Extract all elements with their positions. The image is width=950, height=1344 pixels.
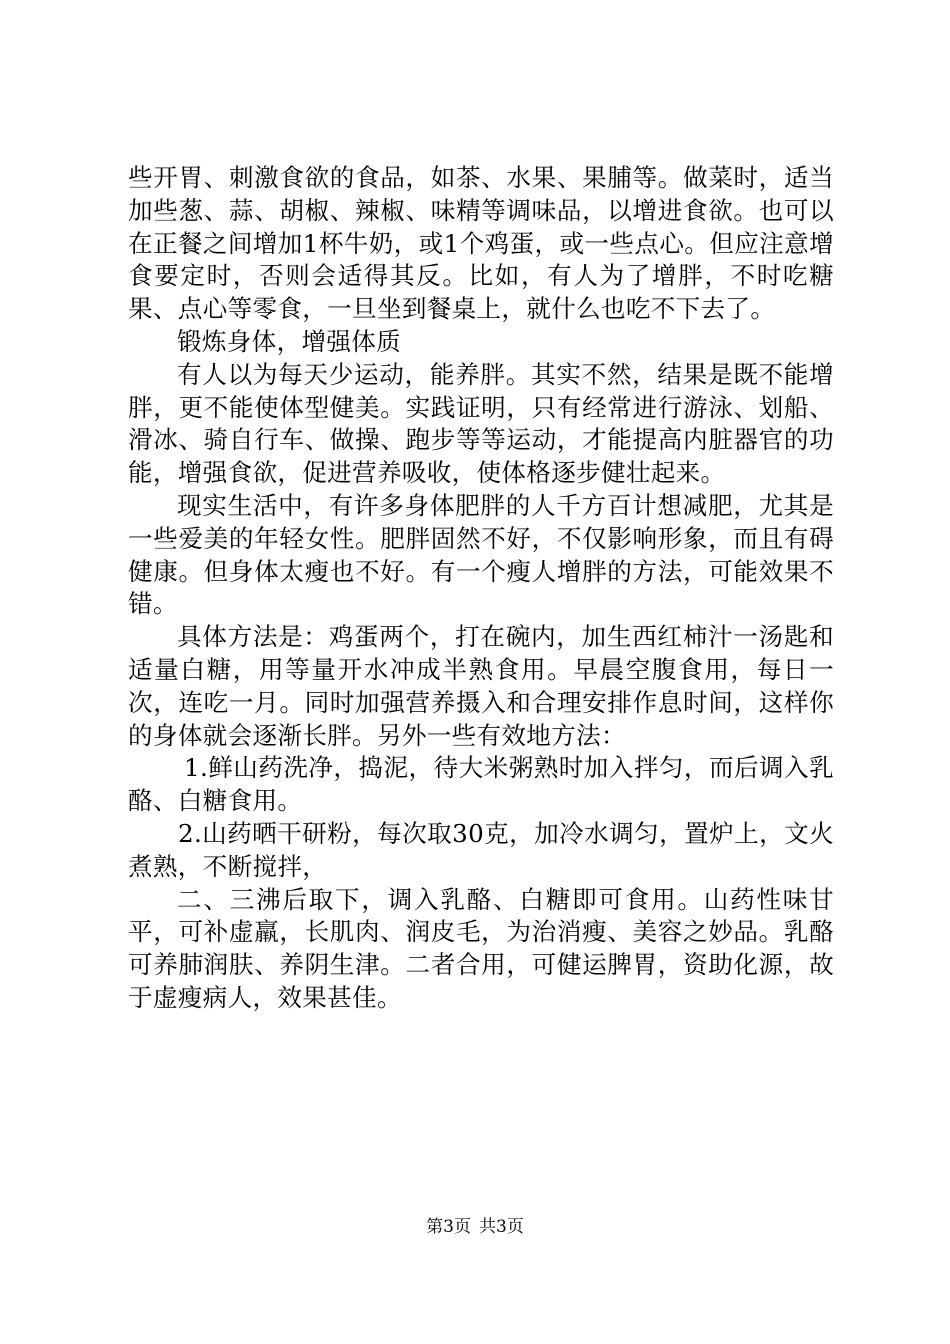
paragraph-reality: 现实生活中，有许多身体肥胖的人千方百计想减肥，尤其是一些爱美的年轻女性。肥胖固然不好，不仅影响形象，而且有碍健康。但身体太瘦也不好。有一个瘦人增胖的方法，可能效果不错。 [128,490,834,619]
paragraph-method: 具体方法是：鸡蛋两个，打在碗内，加生西红柿汁一汤匙和适量白糖，用等量开水冲成半熟食用。早晨空腹食用，每日一次，连吃一月。同时加强营养摄入和合理安排作息时间，这样你的身体就会逐渐长胖。另外一些有效地方法： [128,622,834,750]
document-body [128,162,834,1015]
list-item-1: 1.鲜山药洗净，捣泥，待大米粥熟时加入拌匀，而后调入乳酪、白糖食用。 [128,753,834,816]
paragraph-continuation: 些开胃、刺激食欲的食品，如茶、水果、果脯等。做菜时，适当加些葱、蒜、胡椒、辣椒、味精等调味品，以增进食欲。也可以在正餐之间增加1杯牛奶，或1个鸡蛋，或一些点心。但应注意增食要定时，否则会适得其反。比如，有人为了增胖，不时吃糖果、点心等零食，一旦坐到餐桌上，就什么也吃不下去了。 [128,163,834,324]
list-item-2: 2.山药晒干研粉，每次取30克，加冷水调匀，置炉上，文火煮熟，不断搅拌， [128,818,834,881]
section-heading: 锻炼身体，增强体质 [177,326,402,356]
paragraph-conclusion: 二、三沸后取下，调入乳酪、白糖即可食用。山药性味甘平，可补虚羸，长肌肉、润皮毛，为治消瘦、美容之妙品。乳酪可养肺润肤、养阴生津。二者合用，可健运脾胃，资助化源，故于虚瘦病人，效果甚佳。 [128,884,834,1012]
page-number-total: 共3页 [479,1217,524,1237]
page-number-current: 第3页 [426,1217,471,1237]
paragraph-exercise: 有人以为每天少运动，能养胖。其实不然，结果是既不能增胖，更不能使体型健美。实践证明，只有经常进行游泳、划船、滑冰、骑自行车、做操、跑步等等运动，才能提高内脏器官的功能，增强食欲，促进营养吸收，使体格逐步健壮起来。 [128,359,834,488]
page-footer [0,1216,950,1238]
